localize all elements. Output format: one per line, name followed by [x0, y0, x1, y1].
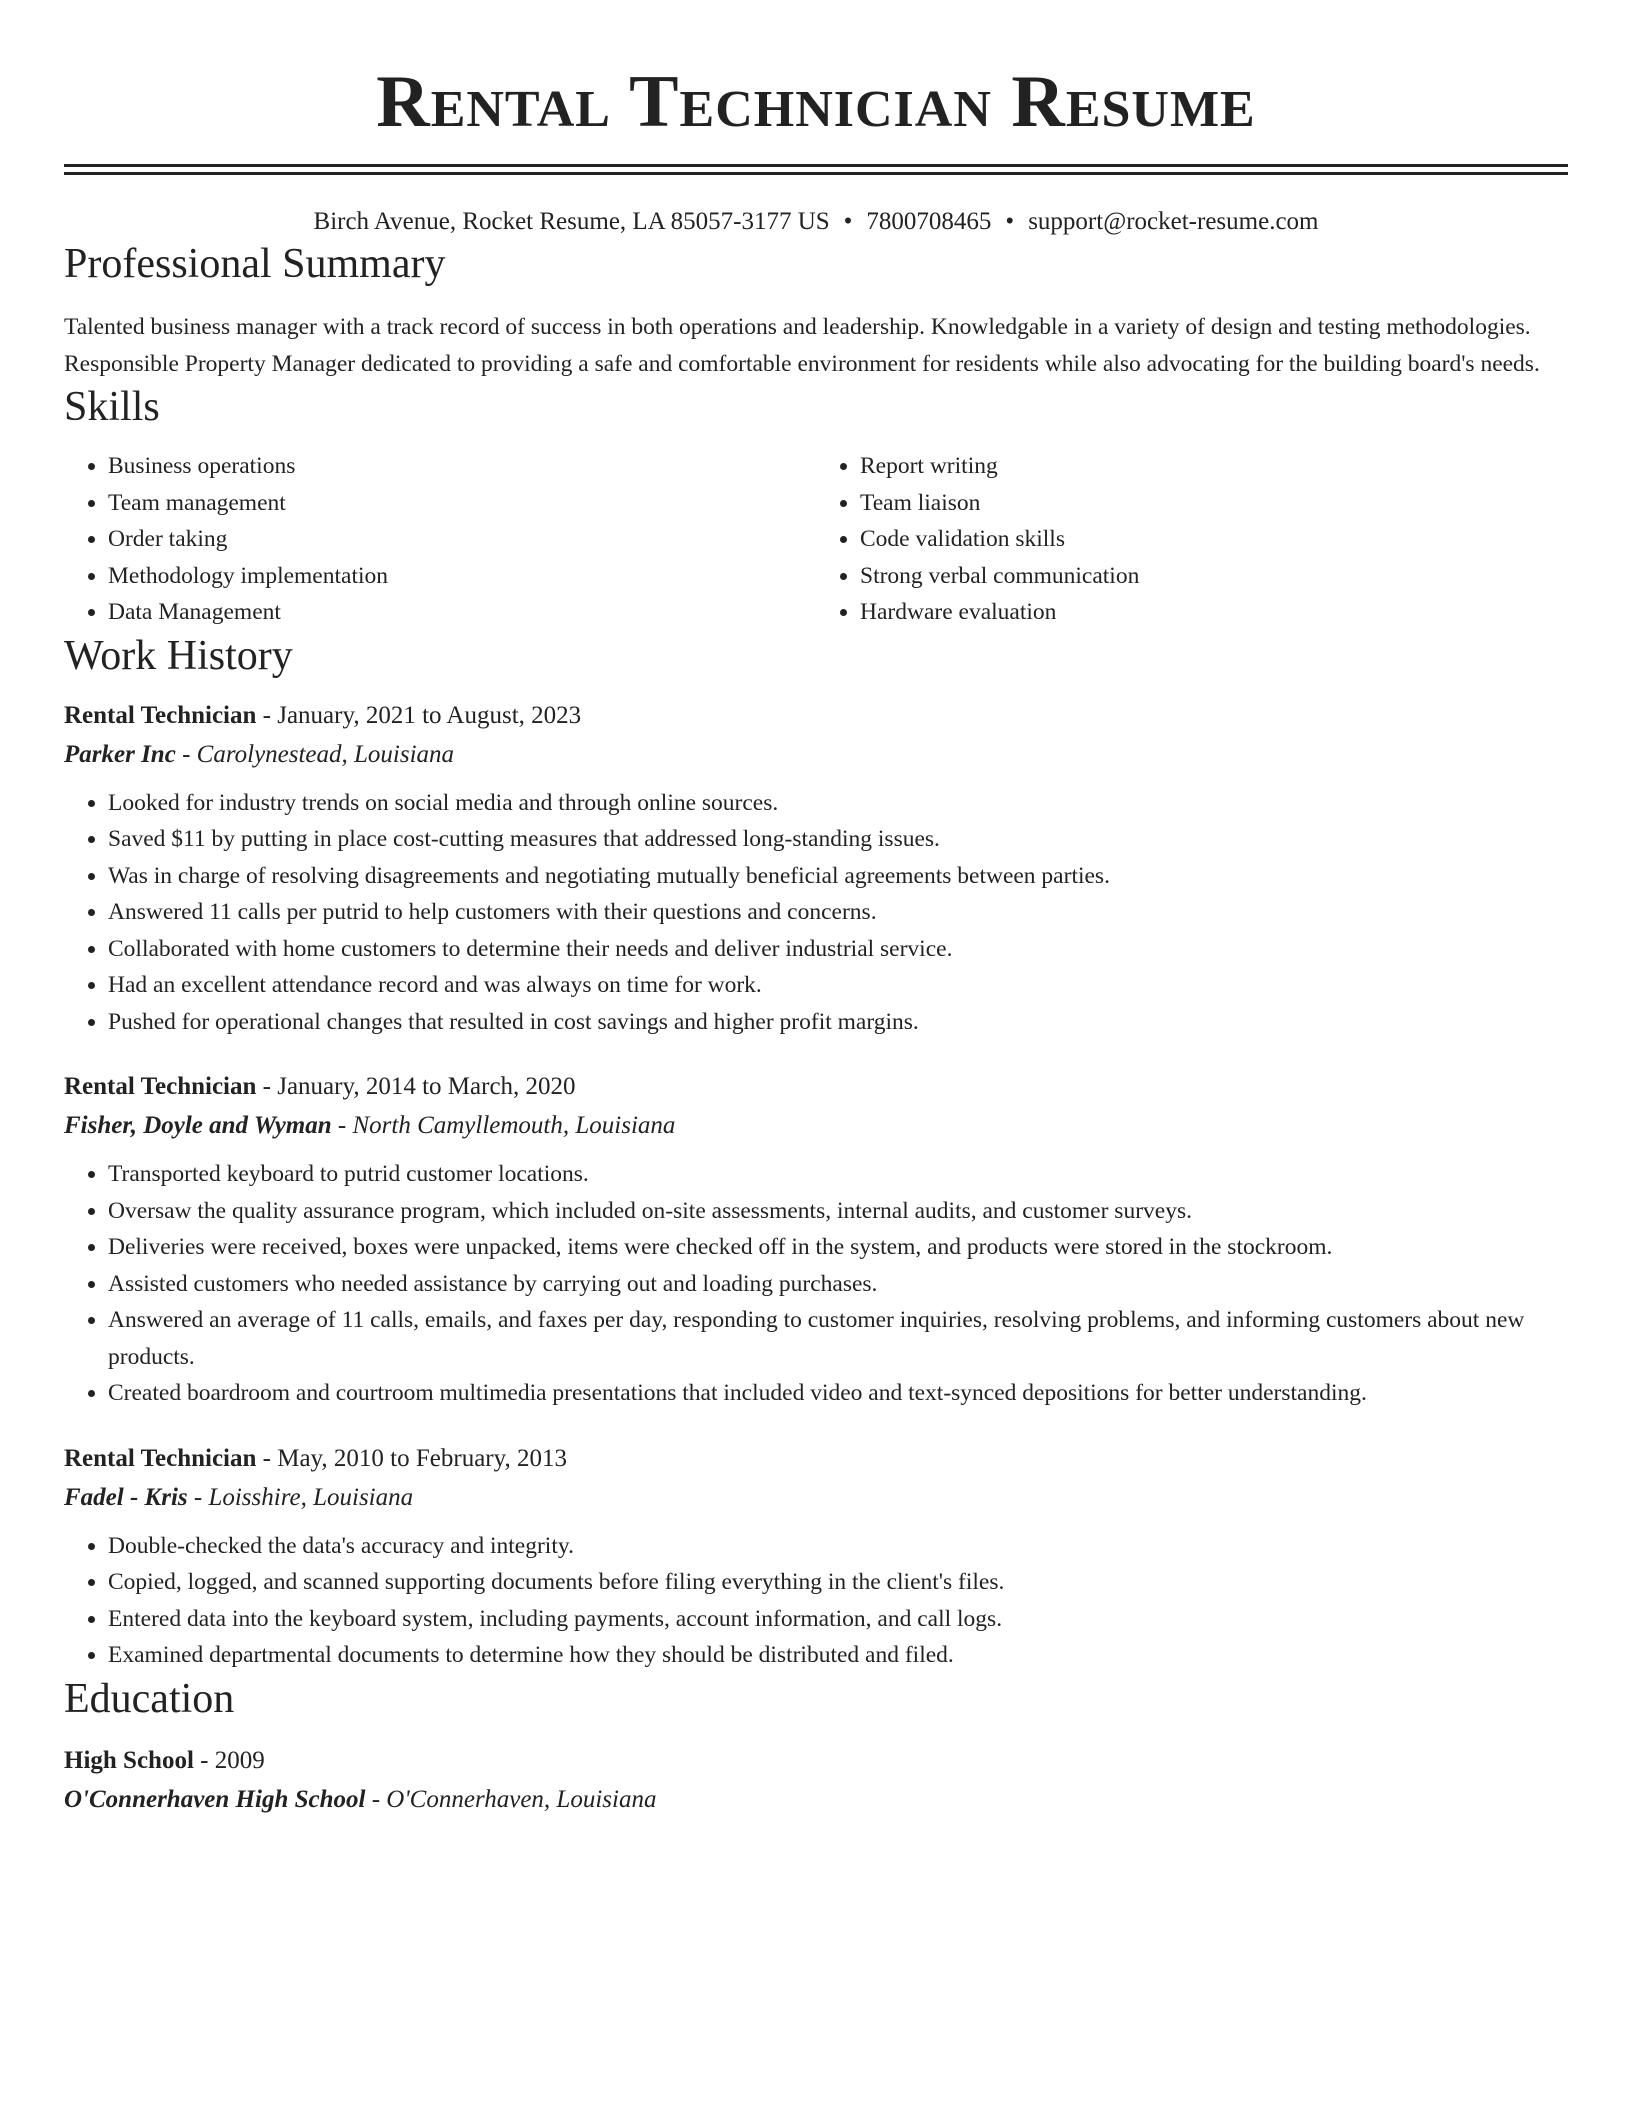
skill-item: • Team liaison: [860, 485, 1568, 522]
skill-item: • Code validation skills: [860, 521, 1568, 558]
skill-item: • Hardware evaluation: [860, 594, 1568, 631]
contact-phone: 7800708465: [866, 208, 992, 235]
contact-separator: •: [843, 208, 853, 235]
section-heading-work-history: Work History: [64, 632, 293, 679]
job-dates: May, 2010 to February, 2013: [277, 1444, 568, 1472]
job-company-line: [64, 1478, 1568, 1518]
job-location: Loisshire, Louisiana: [208, 1483, 414, 1511]
job-bullet: • Collaborated with home customers to determine their needs and deliver industrial service.: [108, 931, 1568, 968]
job-bullet: • Had an excellent attendance record and was always on time for work.: [108, 967, 1568, 1004]
job-bullet: • Transported keyboard to putrid customer locations.: [108, 1156, 1568, 1193]
contact-address: Birch Avenue, Rocket Resume, LA 85057-3177 US: [313, 208, 830, 235]
job-role: Rental Technician: [64, 1444, 257, 1472]
job-bullet: • Copied, logged, and scanned supporting documents before filing everything in the client's files.: [108, 1564, 1568, 1601]
education-dash: -: [365, 1785, 387, 1813]
job-title-line: [64, 1068, 1568, 1106]
education-degree-line: [64, 1742, 1568, 1780]
section-heading-summary: Professional Summary: [64, 241, 446, 287]
title-double-rule: [64, 164, 1568, 175]
job-dash: -: [187, 1483, 209, 1511]
job-dash: -: [256, 1444, 278, 1472]
job-bullets: [64, 1528, 1568, 1674]
job-entry: [64, 1068, 1568, 1412]
job-entry: [64, 697, 1568, 1041]
job-company-line: [64, 735, 1568, 775]
education-school-line: [64, 1780, 1568, 1820]
job-company: Fisher, Doyle and Wyman: [64, 1112, 332, 1139]
section-heading-education: Education: [64, 1675, 235, 1722]
education-school: O'Connerhaven High School: [64, 1785, 366, 1813]
job-role: Rental Technician: [64, 1073, 257, 1100]
job-role: Rental Technician: [64, 701, 257, 729]
skill-item: • Data Management: [108, 594, 816, 631]
job-company-line: [64, 1106, 1568, 1146]
job-location: Carolynestead, Louisiana: [196, 740, 455, 768]
education-dash: -: [193, 1746, 215, 1774]
job-dates: January, 2014 to March, 2020: [277, 1073, 576, 1100]
job-dash: -: [256, 1073, 278, 1100]
skill-item: • Team management: [108, 485, 816, 522]
summary-text: Talented business manager with a track record of success in both operations and leadership. Knowledgable in a variety of design and testing methodologies. Responsible Property Manager dedicated to providing a safe and comfortable environment for residents while also advocating for the building board's needs.: [64, 314, 1540, 377]
skill-item: • Business operations: [108, 448, 816, 485]
contact-line: [64, 205, 1568, 239]
job-bullet: • Answered an average of 11 calls, emails, and faxes per day, responding to customer inquiries, resolving problems, and informing customers about new products.: [108, 1302, 1568, 1375]
job-bullet: • Assisted customers who needed assistance by carrying out and loading purchases.: [108, 1266, 1568, 1303]
job-bullet: • Entered data into the keyboard system, including payments, account information, and call logs.: [108, 1601, 1568, 1638]
job-dash: -: [175, 740, 197, 768]
job-bullet: • Created boardroom and courtroom multimedia presentations that included video and text-synced depositions for better understanding.: [108, 1375, 1568, 1412]
job-dash: -: [331, 1112, 353, 1139]
skill-item: • Methodology implementation: [108, 558, 816, 595]
job-company: Parker Inc: [64, 740, 176, 768]
job-bullets: [64, 1156, 1568, 1412]
contact-separator: •: [1005, 208, 1015, 235]
job-bullet: • Saved $11 by putting in place cost-cutting measures that addressed long-standing issues.: [108, 821, 1568, 858]
skill-item: • Strong verbal communication: [860, 558, 1568, 595]
job-entry: [64, 1440, 1568, 1674]
job-bullet: • Answered 11 calls per putrid to help customers with their questions and concerns.: [108, 894, 1568, 931]
job-company: Fadel - Kris: [64, 1483, 188, 1511]
job-bullet: • Was in charge of resolving disagreements and negotiating mutually beneficial agreements between parties.: [108, 858, 1568, 895]
skills-list-right: [816, 448, 1568, 631]
education-location: O'Connerhaven, Louisiana: [386, 1785, 657, 1813]
education-entry: [64, 1742, 1568, 1820]
job-bullets: [64, 785, 1568, 1041]
job-bullet: • Double-checked the data's accuracy and integrity.: [108, 1528, 1568, 1565]
contact-email: support@rocket-resume.com: [1028, 208, 1319, 235]
skills-columns: [64, 448, 1568, 631]
education-year: 2009: [214, 1746, 265, 1774]
job-location: North Camyllemouth, Louisiana: [352, 1112, 676, 1139]
job-bullet: • Oversaw the quality assurance program, which included on-site assessments, internal audits, and customer surveys.: [108, 1193, 1568, 1230]
job-title-line: [64, 1440, 1568, 1478]
job-bullet: • Examined departmental documents to determine how they should be distributed and filed.: [108, 1637, 1568, 1674]
job-bullet: • Looked for industry trends on social media and through online sources.: [108, 785, 1568, 822]
job-dates: January, 2021 to August, 2023: [277, 701, 582, 729]
job-dash: -: [256, 701, 278, 729]
job-title-line: [64, 697, 1568, 735]
skill-item: • Report writing: [860, 448, 1568, 485]
skills-list-left: [64, 448, 816, 631]
job-bullet: • Pushed for operational changes that resulted in cost savings and higher profit margins.: [108, 1004, 1568, 1041]
resume-title: Rental Technician Resume: [376, 61, 1256, 143]
section-heading-skills: Skills: [64, 384, 160, 430]
job-bullet: • Deliveries were received, boxes were unpacked, items were checked off in the system, and products were stored in the stockroom.: [108, 1229, 1568, 1266]
education-degree: High School: [64, 1746, 194, 1774]
skill-item: • Order taking: [108, 521, 816, 558]
